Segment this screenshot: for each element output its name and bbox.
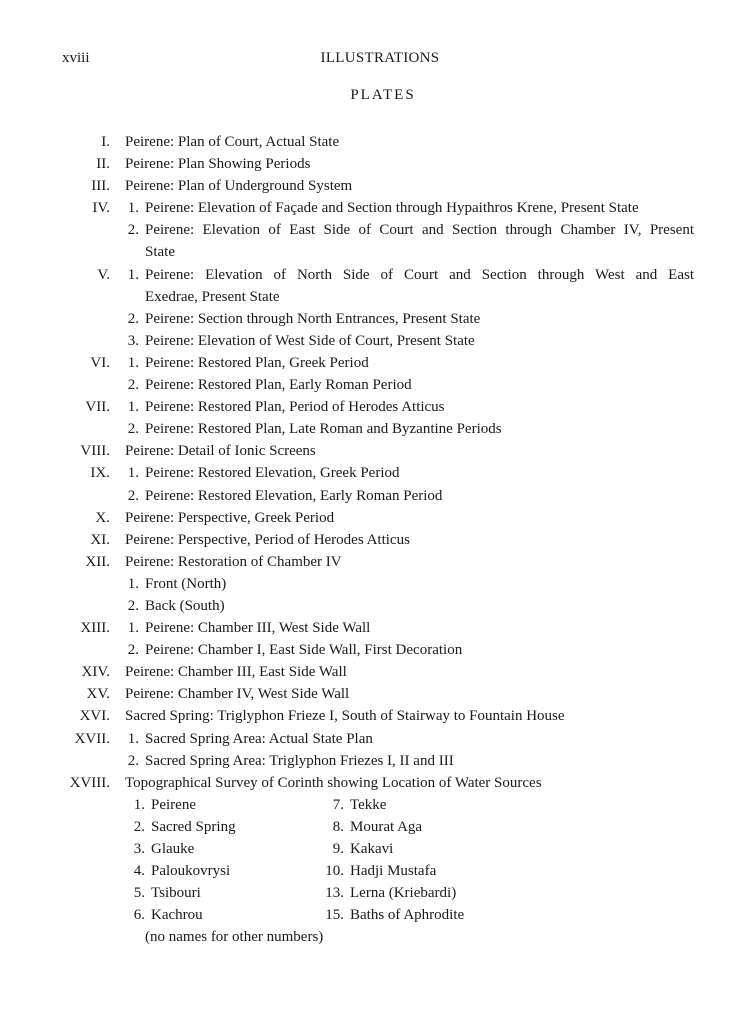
- sub-title-continuation: State: [145, 244, 175, 261]
- footnote-line: [0, 926, 747, 948]
- water-source-list: [0, 794, 747, 927]
- water-source-name: Paloukovrysi: [151, 863, 231, 880]
- sub-number: 2.: [127, 487, 139, 504]
- plate-entry: [0, 264, 747, 286]
- sub-title: Peirene: Elevation of North Side of Court and Section through West and East: [145, 266, 694, 283]
- plate-title: Topographical Survey of Corinth showing Location of Water Sources: [125, 774, 542, 791]
- sub-number: 2.: [127, 752, 139, 769]
- plate-sub-entry: [0, 485, 747, 507]
- sub-title: Front (North): [145, 575, 227, 592]
- sub-number: 3.: [127, 332, 139, 349]
- water-source-number: 1.: [133, 796, 145, 813]
- plate-entry: [0, 728, 747, 750]
- plate-title: Peirene: Perspective, Greek Period: [125, 509, 335, 526]
- water-source-name: Hadji Mustafa: [350, 863, 437, 880]
- sub-title: Sacred Spring Area: Actual State Plan: [145, 730, 373, 747]
- plate-number: IX.: [90, 465, 110, 482]
- sub-title: Back (South): [145, 597, 225, 614]
- plate-sub-entry: [0, 308, 747, 330]
- plate-number: VIII.: [80, 443, 110, 460]
- water-source-number: 10.: [325, 863, 344, 880]
- sub-title: Peirene: Chamber III, West Side Wall: [145, 620, 371, 637]
- sub-number: 1.: [127, 575, 139, 592]
- sub-title: Peirene: Elevation of East Side of Court and Section through Chamber IV, Present: [145, 222, 694, 239]
- plate-sub-continuation: [0, 241, 747, 263]
- water-source-number: 7.: [332, 796, 344, 813]
- plate-number: XIII.: [80, 620, 110, 637]
- plate-number: VI.: [90, 354, 110, 371]
- plate-entry: [0, 705, 747, 727]
- water-source-number: 2.: [133, 818, 145, 835]
- sub-number: 2.: [127, 421, 139, 438]
- plate-entry: [0, 507, 747, 529]
- sub-title: Sacred Spring Area: Triglyphon Friezes I, II and III: [145, 752, 454, 769]
- sub-number: 1.: [127, 200, 139, 217]
- plates-list: [0, 131, 747, 948]
- plate-entry: [0, 352, 747, 374]
- water-source-number: 5.: [133, 885, 145, 902]
- sub-number: 2.: [127, 377, 139, 394]
- plate-entry: [0, 617, 747, 639]
- plate-entry: [0, 683, 747, 705]
- sub-title: Peirene: Restored Elevation, Early Roman Period: [145, 487, 443, 504]
- sub-title: Peirene: Chamber I, East Side Wall, First Decoration: [145, 642, 463, 659]
- page-number: xviii: [62, 50, 90, 66]
- water-source-number: 4.: [133, 863, 145, 880]
- water-source-name: Peirene: [151, 796, 196, 813]
- plate-title: Peirene: Perspective, Period of Herodes Atticus: [125, 531, 410, 548]
- sub-number: 1.: [127, 266, 139, 283]
- water-source-name: Mourat Aga: [350, 818, 423, 835]
- sub-title: Peirene: Restored Plan, Early Roman Period: [145, 377, 412, 394]
- sub-number: 2.: [127, 642, 139, 659]
- sub-title: Peirene: Restored Plan, Late Roman and Byzantine Periods: [145, 421, 502, 438]
- plate-number: II.: [96, 156, 110, 173]
- water-source-name: Glauke: [151, 841, 195, 857]
- plate-sub-entry: [0, 639, 747, 661]
- water-source-name: Tekke: [350, 796, 387, 813]
- sub-title: Peirene: Elevation of Façade and Section through Hypaithros Krene, Present State: [145, 200, 639, 217]
- sub-number: 1.: [127, 620, 139, 637]
- section-title: PLATES: [350, 87, 416, 103]
- plate-title: Peirene: Restoration of Chamber IV: [125, 553, 342, 570]
- sub-number: 1.: [127, 399, 139, 416]
- plate-entry: [0, 175, 747, 197]
- water-source-number: 13.: [325, 885, 344, 902]
- plate-entry: [0, 772, 747, 794]
- sub-title: Peirene: Restored Plan, Greek Period: [145, 354, 369, 371]
- sub-number: 2.: [127, 310, 139, 327]
- plate-entry: [0, 153, 747, 175]
- plate-title: Peirene: Plan Showing Periods: [125, 156, 311, 173]
- sub-number: 2.: [127, 222, 139, 239]
- plate-title: Peirene: Chamber III, East Side Wall: [125, 664, 347, 681]
- sub-title: Peirene: Restored Elevation, Greek Period: [145, 465, 400, 482]
- plate-title: Peirene: Plan of Underground System: [125, 178, 353, 195]
- plate-number: I.: [101, 134, 110, 150]
- plate-title: Peirene: Chamber IV, West Side Wall: [125, 686, 350, 703]
- plate-sub-entry: [0, 219, 747, 241]
- sub-number: 2.: [127, 597, 139, 614]
- footnote: (no names for other numbers): [145, 929, 324, 946]
- sub-title: Peirene: Elevation of West Side of Court, Present State: [145, 332, 475, 349]
- plate-number: XI.: [90, 531, 110, 548]
- plate-number: XVI.: [79, 708, 110, 725]
- plate-entry: [0, 661, 747, 683]
- plate-title: Peirene: Plan of Court, Actual State: [125, 134, 340, 150]
- sub-number: 1.: [127, 465, 139, 482]
- plate-sub-entry: [0, 750, 747, 772]
- water-source-name: Baths of Aphrodite: [350, 907, 465, 924]
- plate-entry: [0, 396, 747, 418]
- sub-title: Peirene: Section through North Entrances, Present State: [145, 310, 481, 327]
- plate-sub-entry: [0, 374, 747, 396]
- plate-sub-entry: [0, 573, 747, 595]
- water-source-name: Tsibouri: [151, 885, 201, 902]
- plate-sub-continuation: [0, 286, 747, 308]
- plate-entry: [0, 529, 747, 551]
- plate-number: XV.: [86, 686, 110, 703]
- water-source-number: 8.: [332, 818, 344, 835]
- sub-number: 1.: [127, 354, 139, 371]
- running-title: ILLUSTRATIONS: [320, 50, 440, 66]
- water-source-number: 3.: [133, 841, 145, 857]
- plate-entry: [0, 462, 747, 484]
- water-source-number: 9.: [332, 841, 344, 857]
- plate-number: XII.: [85, 553, 110, 570]
- plate-sub-entry: [0, 595, 747, 617]
- plate-number: XVIII.: [69, 774, 110, 791]
- water-source-name: Lerna (Kriebardi): [350, 885, 457, 902]
- sub-number: 1.: [127, 730, 139, 747]
- water-source-name: Sacred Spring: [151, 818, 236, 835]
- plate-entry: [0, 197, 747, 219]
- plate-entry: [0, 440, 747, 462]
- plate-number: XIV.: [81, 664, 110, 681]
- water-source-name: Kachrou: [151, 907, 203, 924]
- plate-number: III.: [91, 178, 110, 195]
- plate-entry: [0, 131, 747, 153]
- water-source-number: 6.: [133, 907, 145, 924]
- plate-number: X.: [95, 509, 110, 526]
- water-source-number: 15.: [325, 907, 344, 924]
- plate-title: Sacred Spring: Triglyphon Frieze I, South of Stairway to Fountain House: [125, 708, 565, 725]
- plate-number: VII.: [85, 399, 110, 416]
- plate-entry: [0, 551, 747, 573]
- plate-number: XVII.: [74, 730, 110, 747]
- sub-title: Peirene: Restored Plan, Period of Herodes Atticus: [145, 399, 445, 416]
- plate-title: Peirene: Detail of Ionic Screens: [125, 443, 316, 460]
- plate-number: IV.: [92, 200, 110, 217]
- plate-sub-entry: [0, 418, 747, 440]
- sub-title-continuation: Exedrae, Present State: [145, 288, 280, 305]
- plate-sub-entry: [0, 330, 747, 352]
- water-source-name: Kakavi: [350, 841, 394, 857]
- plate-number: V.: [97, 266, 110, 283]
